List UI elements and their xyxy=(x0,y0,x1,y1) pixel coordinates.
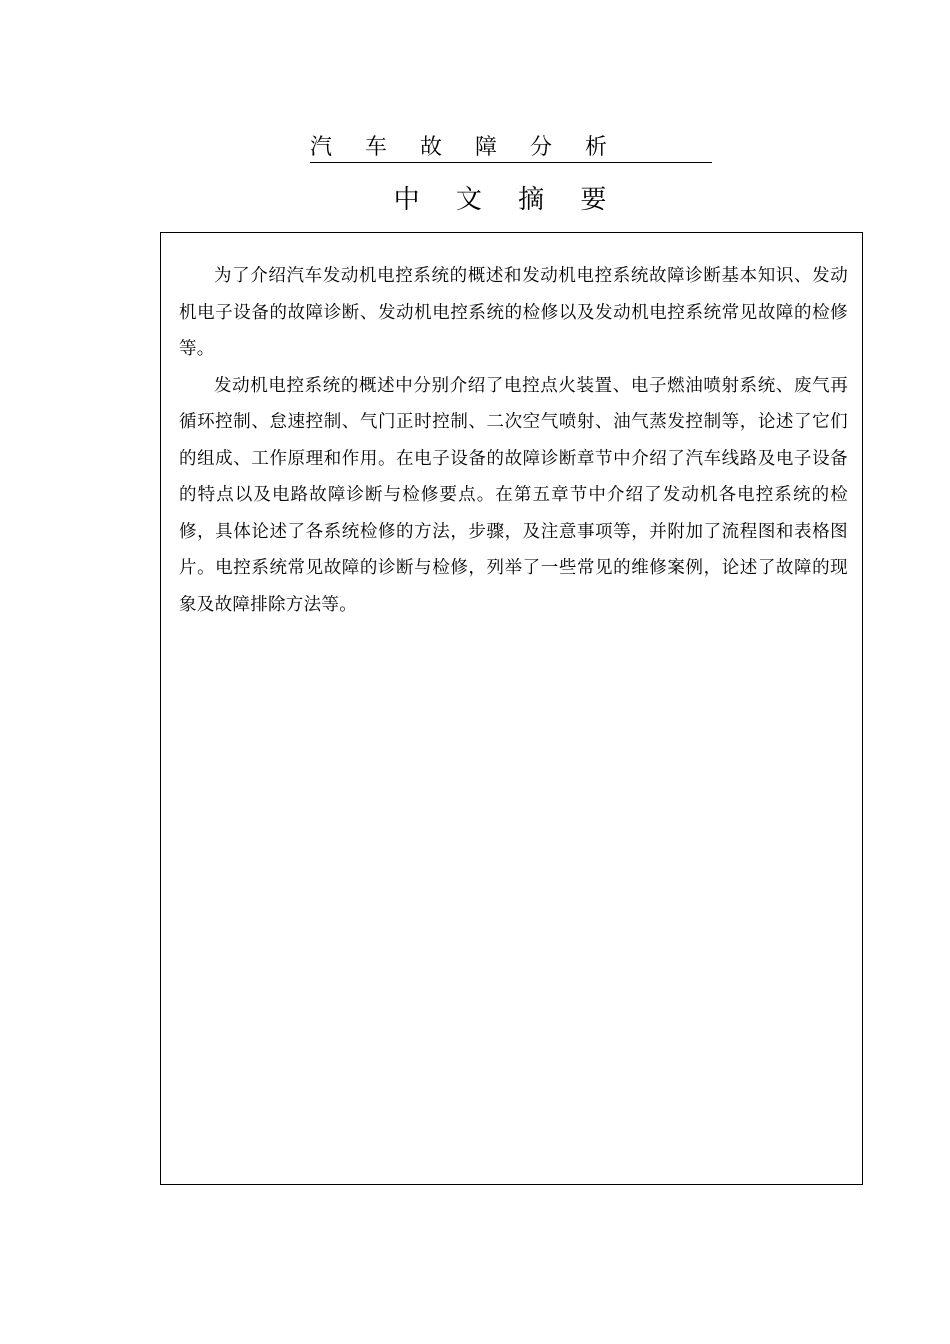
abstract-paragraph-1: 为了介绍汽车发动机电控系统的概述和发动机电控系统故障诊断基本知识、发动机电子设备的故障诊断、发动机电控系统的检修以及发动机电控系统常见故障的检修等。 xyxy=(179,266,848,359)
abstract-box xyxy=(160,232,863,1185)
abstract-paragraph-2: 发动机电控系统的概述中分别介绍了电控点火装置、电子燃油喷射系统、废气再循环控制、怠速控制、气门正时控制、二次空气喷射、油气蒸发控制等，论述了它们的组成、工作原理和作用。在电子设备的故障诊断章节中介绍了汽车线路及电子设备的特点以及电路故障诊断与检修要点。在第五章节中介绍了发动机各电控系统的检修，具体论述了各系统检修的方法，步骤，及注意事项等，并附加了流程图和表格图片。电控系统常见故障的诊断与检修，列举了一些常见的维修案例，论述了故障的现象及故障排除方法等。 xyxy=(179,375,848,615)
document-title: 汽 车 故 障 分 析 xyxy=(310,133,712,163)
abstract-heading: 中 文 摘 要 xyxy=(393,185,621,215)
